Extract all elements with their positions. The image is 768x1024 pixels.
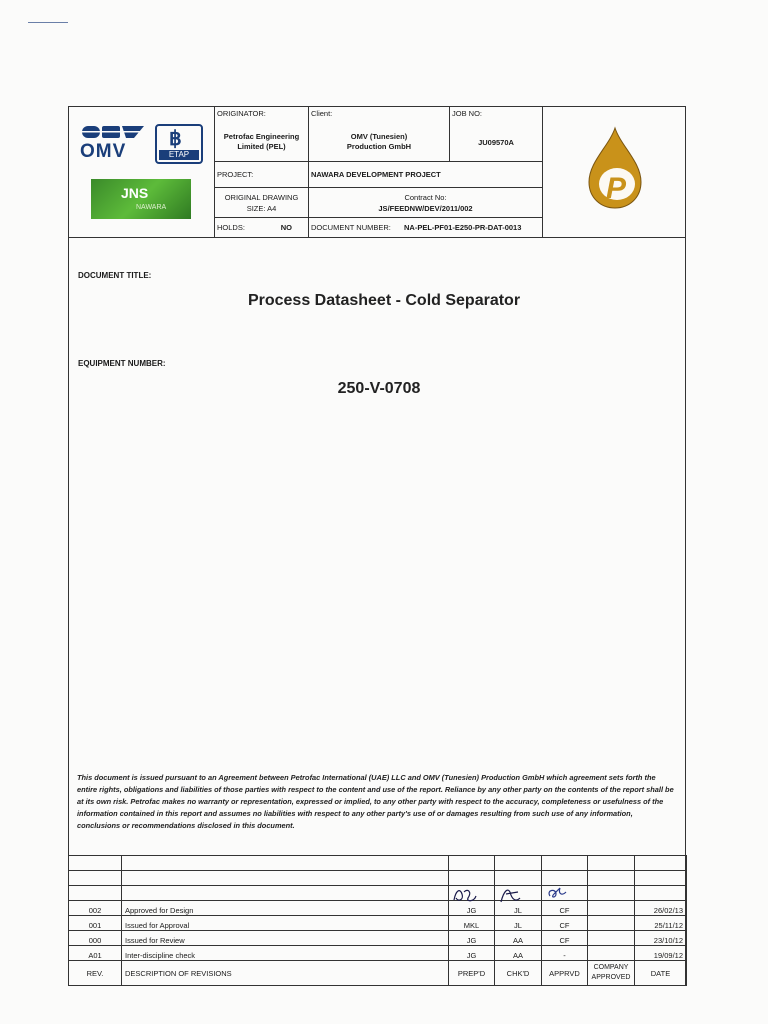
table-row-empty <box>69 856 687 871</box>
table-row <box>69 901 687 916</box>
size-value: A4 <box>267 204 277 213</box>
jns-wordmark: JNS <box>121 185 149 201</box>
date-cell: 19/09/12 <box>635 946 687 961</box>
company-cell <box>588 946 635 961</box>
description-cell: Inter-discipline check <box>122 946 449 961</box>
client-value: OMV (Tunesien) Production GmbH <box>346 132 412 151</box>
apprvd-header: APPRVD <box>542 961 588 986</box>
prepd-cell: JG <box>449 946 495 961</box>
document-number-label: DOCUMENT NUMBER: <box>311 223 391 232</box>
company-cell <box>588 901 635 916</box>
prepd-cell: JG <box>449 901 495 916</box>
project-value-cell <box>309 162 543 188</box>
contract-cell <box>309 188 543 218</box>
project-value: NAWARA DEVELOPMENT PROJECT <box>311 170 441 179</box>
document-title: Process Datasheet - Cold Separator <box>247 292 521 309</box>
chkd-cell: AA <box>495 931 542 946</box>
date-header: DATE <box>635 961 687 986</box>
date-cell: 23/10/12 <box>635 931 687 946</box>
contract-value: JS/FEEDNW/DEV/2011/002 <box>378 204 473 213</box>
document-number-value: NA-PEL-PF01-E250-PR-DAT-0013 <box>404 223 522 232</box>
etap-wordmark: ETAP <box>159 150 199 160</box>
company-cell <box>588 931 635 946</box>
petrofac-letter: P <box>606 172 627 205</box>
table-row <box>69 946 687 961</box>
originator-value: Petrofac Engineering Limited (PEL) <box>223 132 300 151</box>
etap-logo <box>155 124 203 164</box>
rev-header: REV. <box>69 961 122 986</box>
petrofac-logo-cell <box>543 106 686 237</box>
page-frame <box>68 106 686 986</box>
company-approved-header: COMPANY APPROVED <box>588 961 635 986</box>
document-number-cell <box>309 218 543 237</box>
prepd-cell: JG <box>449 931 495 946</box>
date-cell: 25/11/12 <box>635 916 687 931</box>
omv-wordmark: OMV <box>80 141 127 162</box>
company-cell <box>588 916 635 931</box>
apprvd-cell: CF <box>542 931 588 946</box>
table-row-empty <box>69 871 687 886</box>
description-header: DESCRIPTION OF REVISIONS <box>122 961 449 986</box>
prepd-cell: MKL <box>449 916 495 931</box>
chkd-header: CHK'D <box>495 961 542 986</box>
client-logos-cell <box>68 106 215 237</box>
rev-cell: 000 <box>69 931 122 946</box>
scan-mark <box>28 22 68 23</box>
project-label-cell <box>215 162 309 188</box>
signature-marks <box>446 884 586 906</box>
original-drawing-cell <box>215 188 309 218</box>
description-cell: Issued for Review <box>122 931 449 946</box>
table-row-empty <box>69 886 687 901</box>
rev-cell: 002 <box>69 901 122 916</box>
job-number-cell <box>450 106 543 162</box>
holds-cell <box>215 218 309 237</box>
equipment-number: 250-V-0708 <box>337 380 421 397</box>
rev-cell: 001 <box>69 916 122 931</box>
client-label: Client: <box>311 109 333 118</box>
rev-cell: A01 <box>69 946 122 961</box>
holds-value: NO <box>280 223 292 232</box>
chkd-cell: JL <box>495 901 542 916</box>
table-row <box>69 916 687 931</box>
nawara-wordmark: NAWARA <box>136 204 167 211</box>
size-label: SIZE: <box>246 204 266 213</box>
holds-label: HOLDS: <box>217 223 245 232</box>
client-cell <box>309 106 450 162</box>
job-number-label: JOB NO: <box>452 109 483 118</box>
omv-logo <box>80 124 146 164</box>
original-drawing-label: ORIGINAL DRAWING <box>224 193 299 202</box>
title-block-header <box>68 106 686 238</box>
table-row <box>69 931 687 946</box>
revision-table <box>68 855 687 986</box>
chkd-cell: JL <box>495 916 542 931</box>
description-cell: Approved for Design <box>122 901 449 916</box>
project-label: PROJECT: <box>217 170 254 179</box>
table-header-row <box>69 961 687 986</box>
omv-stripes-icon <box>82 124 144 142</box>
apprvd-cell: CF <box>542 916 588 931</box>
description-cell: Issued for Approval <box>122 916 449 931</box>
document-title-label: DOCUMENT TITLE: <box>78 271 152 280</box>
prepd-header: PREP'D <box>449 961 495 986</box>
jns-logo <box>91 179 191 219</box>
originator-label: ORIGINATOR: <box>217 109 266 118</box>
apprvd-cell: CF <box>542 901 588 916</box>
apprvd-cell: - <box>542 946 588 961</box>
disclaimer-text: This document is issued pursuant to an Agreement between Petrofac International (UAE) LLC and OMV (Tunesien) Production GmbH which agreement sets forth the entire rights, obligations and liabilities of those parties with respect to the content and use of the report. Reliance by any other party on the contents of the report shall be at its own risk. Petrofac makes no warranty or representation, expressed or implied, to any other party with respect to the accuracy, completeness or usefulness of the information contained in this report and assumes no liabilities with respect to any other party's use of or damages resulting from such use of any information, conclusions or recommendations disclosed in this document. <box>77 773 674 830</box>
petrofac-drop-icon <box>543 106 686 237</box>
equipment-number-label: EQUIPMENT NUMBER: <box>78 359 166 368</box>
originator-cell <box>215 106 309 162</box>
etap-monogram-icon: ฿ <box>169 128 182 150</box>
date-cell: 26/02/13 <box>635 901 687 916</box>
job-number-value: JU09570A <box>478 138 514 147</box>
contract-label: Contract No: <box>404 193 447 202</box>
chkd-cell: AA <box>495 946 542 961</box>
